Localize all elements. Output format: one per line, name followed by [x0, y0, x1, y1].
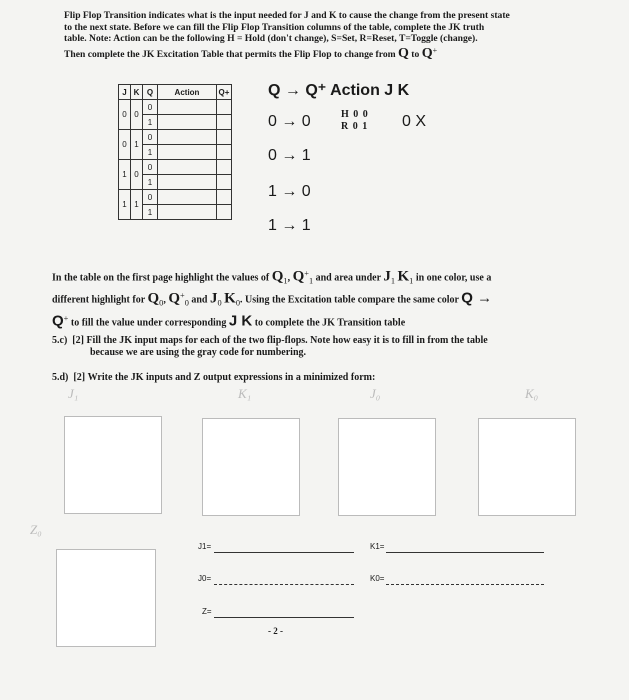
excitation-header: Q → Q⁺ Action J K [268, 82, 410, 99]
q1-sub: 1 [283, 276, 288, 286]
jk-truth-table [118, 84, 232, 220]
intro-line3: table. Note: Action can be the following H = Hold (don't change), S=Set, R=Reset, T=Toggle (change). [64, 33, 478, 45]
cell-qplus[interactable] [217, 160, 232, 175]
transition-0-0: 0 → 0 [268, 113, 311, 130]
answer-label-k1: K1= [370, 542, 385, 551]
cell-j: 0 [119, 130, 131, 160]
intro-qplus: Q [421, 45, 433, 61]
k-map-k1[interactable] [202, 418, 300, 516]
para-text: , [163, 294, 169, 306]
section-points: [2] [73, 372, 86, 383]
header-j: J [119, 85, 131, 100]
cell-action[interactable] [158, 190, 217, 205]
answer-label-j1: J1= [198, 542, 212, 551]
intro-q: Q [398, 45, 409, 61]
intro-paragraph [64, 10, 564, 61]
cell-qplus[interactable] [217, 145, 232, 160]
para-text: and [188, 294, 210, 306]
jk-label: J K [228, 311, 253, 329]
answer-label-j0: J0= [198, 574, 212, 583]
map-label-k1: K₁ [238, 386, 252, 401]
cell-k: 0 [131, 160, 143, 190]
answer-line-z[interactable] [214, 617, 354, 618]
section-5c [52, 335, 592, 359]
header-qplus: Q+ [217, 85, 232, 100]
instruction-paragraph: In the table on the first page highlight the values of $Q_1$, $Q^+_1$ and area under $J_1$ $K_1$ in one color, use a different highlight for $Q_0$, $Q^+_0$ and $J_0$ $K_0$. Using the Excitation table compare the same color Q → Q+ to fill the value under corresponding J K to complete the JK Transition table [52, 268, 493, 329]
answer-label-z: Z= [202, 607, 212, 616]
q0plus-sub: 0 [184, 298, 189, 308]
q1plus-sub: 1 [308, 276, 314, 286]
intro-line4-pre: Then complete the [64, 48, 143, 60]
cell-action[interactable] [158, 115, 217, 130]
cell-j: 1 [119, 190, 131, 220]
map-label-j0: J₀ [370, 386, 381, 401]
section-points: [2] [72, 335, 84, 346]
cell-q: 1 [143, 115, 158, 130]
cell-action[interactable] [158, 130, 217, 145]
cell-action[interactable] [158, 160, 217, 175]
k1-label: K [397, 268, 410, 285]
j1-label: J [383, 268, 391, 285]
intro-line1: Flip Flop Transition indicates what is the input needed for J and K to cause the change from the present state [64, 10, 510, 21]
answer-label-k0: K0= [370, 574, 385, 583]
map-label-z0: Z₀ [30, 522, 42, 537]
para-text: to complete the JK Transition table [252, 316, 406, 328]
k-map-j0[interactable] [338, 418, 436, 516]
j0-label: J [209, 290, 218, 307]
cell-q: 0 [143, 160, 158, 175]
cell-action[interactable] [158, 100, 217, 115]
cell-q: 1 [143, 175, 158, 190]
q0plus-label: Q [168, 290, 180, 307]
q-arrow: Q → [461, 289, 493, 307]
q1-label: Q [271, 268, 284, 285]
k-map-k0[interactable] [478, 418, 576, 516]
section-5d [52, 372, 592, 384]
cell-q: 0 [143, 100, 158, 115]
para-text: to fill the value under corresponding [68, 316, 229, 328]
cell-k: 1 [131, 130, 143, 160]
section-number: 5.c) [52, 335, 68, 346]
answer-line-k1[interactable] [386, 552, 544, 553]
header-action: Action [158, 85, 217, 100]
transition-1-1: 1 → 1 [268, 217, 311, 234]
cell-action[interactable] [158, 205, 217, 220]
para-text: different highlight for [52, 294, 148, 306]
transition-0-1: 0 → 1 [268, 147, 311, 164]
action-reset: R 0 1 [341, 121, 369, 132]
header-k: K [131, 85, 143, 100]
page-number: - 2 - [268, 626, 283, 636]
answer-line-j0[interactable] [214, 584, 354, 585]
cell-q: 1 [143, 205, 158, 220]
answer-line-k0[interactable] [386, 584, 544, 585]
cell-j: 0 [119, 100, 131, 130]
cell-k: 1 [131, 190, 143, 220]
para-text: . Using the Excitation table compare the same color [240, 294, 462, 306]
para-text: in one color, use a [413, 272, 492, 284]
transition-1-0: 1 → 0 [268, 183, 311, 200]
cell-q: 1 [143, 145, 158, 160]
cell-qplus[interactable] [217, 175, 232, 190]
action-hold: H 0 0 [341, 109, 369, 120]
section-text: Write the JK inputs and Z output expressions in a minimized form: [87, 372, 376, 383]
k-map-j1[interactable] [64, 416, 162, 514]
section-text: Fill the JK input maps for each of the two flip-flops. Note how easy it is to fill in from the table [86, 335, 488, 346]
cell-qplus[interactable] [217, 100, 232, 115]
header-q: Q [143, 85, 158, 100]
map-label-j1: J₁ [68, 386, 79, 401]
k0-label: K [224, 290, 236, 307]
cell-qplus[interactable] [217, 190, 232, 205]
cell-k: 0 [131, 100, 143, 130]
cell-qplus[interactable] [217, 115, 232, 130]
intro-line4-bold: JK Excitation Table [142, 48, 224, 60]
cell-q: 0 [143, 190, 158, 205]
qplus-label: Q [52, 311, 64, 329]
q1plus-label: Q [292, 268, 305, 285]
intro-plus: + [432, 45, 438, 55]
section-text: because we are using the gray code for numbering. [90, 347, 307, 358]
map-label-k0: K₀ [525, 386, 539, 401]
para-text: and area under [313, 272, 384, 284]
cell-action[interactable] [158, 145, 217, 160]
cell-qplus[interactable] [217, 130, 232, 145]
jk-value-0-0: 0 X [402, 113, 427, 130]
intro-line4-post: that permits the Flip Flop to change from [223, 48, 399, 60]
k-map-z0[interactable] [56, 549, 156, 647]
q0-label: Q [147, 290, 160, 307]
section-number: 5.d) [52, 372, 69, 383]
para-text: In the table on the first page highlight the values of [52, 272, 272, 284]
cell-j: 1 [119, 160, 131, 190]
q0-sub: 0 [159, 298, 164, 308]
cell-action[interactable] [158, 175, 217, 190]
intro-line2: to the next state. Before we can fill the Flip Flop Transition columns of the table, complete the JK truth [64, 21, 485, 33]
cell-qplus[interactable] [217, 205, 232, 220]
intro-to: to [408, 48, 422, 60]
answer-line-j1[interactable] [214, 552, 354, 553]
cell-q: 0 [143, 130, 158, 145]
para-text: , [287, 272, 293, 284]
